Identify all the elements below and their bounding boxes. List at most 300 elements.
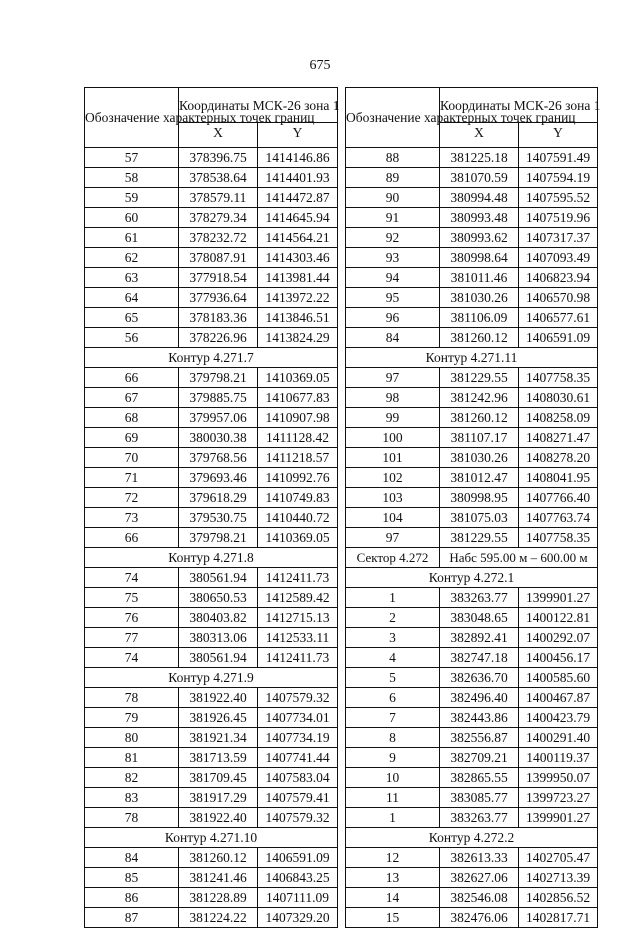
coordinate-x: 381011.46 xyxy=(440,268,519,288)
point-number: 83 xyxy=(85,788,179,808)
table-row xyxy=(85,188,338,208)
point-number: 87 xyxy=(85,908,179,928)
coordinate-y: 1413981.44 xyxy=(258,268,338,288)
point-number: 64 xyxy=(85,288,179,308)
coordinate-y: 1407594.19 xyxy=(519,168,598,188)
table-row xyxy=(346,488,598,508)
coordinate-y: 1400467.87 xyxy=(519,688,598,708)
coordinate-x: 383263.77 xyxy=(440,808,519,828)
coordinate-x: 382613.33 xyxy=(440,848,519,868)
coordinate-x: 379618.29 xyxy=(179,488,258,508)
coordinate-x: 380403.82 xyxy=(179,608,258,628)
coordinate-x: 380030.38 xyxy=(179,428,258,448)
contour-header-row xyxy=(346,348,598,368)
table-row xyxy=(346,888,598,908)
coordinate-x: 381070.59 xyxy=(440,168,519,188)
point-number: 2 xyxy=(346,608,440,628)
point-number: 63 xyxy=(85,268,179,288)
point-number: 99 xyxy=(346,408,440,428)
point-number: 104 xyxy=(346,508,440,528)
point-number: 98 xyxy=(346,388,440,408)
coordinates-table-left xyxy=(84,87,338,928)
coordinate-y: 1400456.17 xyxy=(519,648,598,668)
coordinate-x: 380561.94 xyxy=(179,568,258,588)
point-number: 59 xyxy=(85,188,179,208)
point-number: 69 xyxy=(85,428,179,448)
coordinate-y: 1400292.07 xyxy=(519,628,598,648)
point-number: 66 xyxy=(85,528,179,548)
point-number: 77 xyxy=(85,628,179,648)
contour-label: Контур 4.271.7 xyxy=(85,348,338,368)
coordinate-x: 381106.09 xyxy=(440,308,519,328)
table-row xyxy=(346,808,598,828)
coordinate-x: 381075.03 xyxy=(440,508,519,528)
point-number: 84 xyxy=(346,328,440,348)
coordinate-x: 380313.06 xyxy=(179,628,258,648)
point-number: 89 xyxy=(346,168,440,188)
point-number: 62 xyxy=(85,248,179,268)
contour-label: Контур 4.271.11 xyxy=(346,348,598,368)
coordinate-x: 383085.77 xyxy=(440,788,519,808)
point-number: 15 xyxy=(346,908,440,928)
table-row xyxy=(346,668,598,688)
table-row xyxy=(85,388,338,408)
table-row xyxy=(85,268,338,288)
table-row xyxy=(346,288,598,308)
contour-label: Контур 4.272.2 xyxy=(346,828,598,848)
point-number: 6 xyxy=(346,688,440,708)
table-row xyxy=(346,648,598,668)
header-y: Y xyxy=(258,123,338,148)
coordinate-y: 1412411.73 xyxy=(258,568,338,588)
table-row xyxy=(346,628,598,648)
coordinate-y: 1413846.51 xyxy=(258,308,338,328)
coordinate-y: 1400119.37 xyxy=(519,748,598,768)
coordinate-y: 1414401.93 xyxy=(258,168,338,188)
coordinate-y: 1402856.52 xyxy=(519,888,598,908)
coordinate-y: 1410369.05 xyxy=(258,528,338,548)
table-row xyxy=(346,728,598,748)
coordinate-y: 1402705.47 xyxy=(519,848,598,868)
point-number: 70 xyxy=(85,448,179,468)
table-row xyxy=(85,568,338,588)
coordinate-x: 381241.46 xyxy=(179,868,258,888)
coordinate-y: 1410369.05 xyxy=(258,368,338,388)
table-row xyxy=(85,408,338,428)
contour-header-row xyxy=(85,828,338,848)
coordinate-x: 378183.36 xyxy=(179,308,258,328)
coordinate-x: 379885.75 xyxy=(179,388,258,408)
table-row xyxy=(85,208,338,228)
table-row xyxy=(346,248,598,268)
point-number: 100 xyxy=(346,428,440,448)
table-row xyxy=(85,608,338,628)
coordinate-x: 381225.18 xyxy=(440,148,519,168)
header-coordinates-zone: Координаты МСК-26 зона 1 xyxy=(440,88,598,123)
coordinate-x: 381224.22 xyxy=(179,908,258,928)
coordinate-x: 382636.70 xyxy=(440,668,519,688)
coordinate-y: 1414645.94 xyxy=(258,208,338,228)
table-row xyxy=(85,528,338,548)
table-row xyxy=(85,288,338,308)
point-number: 101 xyxy=(346,448,440,468)
coordinate-y: 1408278.20 xyxy=(519,448,598,468)
coordinate-x: 379798.21 xyxy=(179,368,258,388)
coordinate-y: 1412533.11 xyxy=(258,628,338,648)
point-number: 97 xyxy=(346,528,440,548)
coordinate-y: 1407595.52 xyxy=(519,188,598,208)
coordinate-y: 1406577.61 xyxy=(519,308,598,328)
table-row xyxy=(85,648,338,668)
contour-header-row xyxy=(85,668,338,688)
point-number: 88 xyxy=(346,148,440,168)
coordinate-y: 1411128.42 xyxy=(258,428,338,448)
coordinate-x: 380998.95 xyxy=(440,488,519,508)
point-number: 73 xyxy=(85,508,179,528)
coordinate-x: 382865.55 xyxy=(440,768,519,788)
point-number: 66 xyxy=(85,368,179,388)
point-number: 85 xyxy=(85,868,179,888)
point-number: 90 xyxy=(346,188,440,208)
coordinate-y: 1400291.40 xyxy=(519,728,598,748)
table-row xyxy=(85,248,338,268)
coordinates-table-right xyxy=(345,87,601,928)
table-row xyxy=(346,388,598,408)
coordinate-y: 1406843.25 xyxy=(258,868,338,888)
table-row xyxy=(346,308,598,328)
coordinate-x: 381229.55 xyxy=(440,368,519,388)
coordinate-y: 1400423.79 xyxy=(519,708,598,728)
table-row xyxy=(346,768,598,788)
coordinate-x: 381921.34 xyxy=(179,728,258,748)
point-number: 68 xyxy=(85,408,179,428)
coordinate-y: 1406570.98 xyxy=(519,288,598,308)
coordinate-y: 1407766.40 xyxy=(519,488,598,508)
coordinate-x: 378538.64 xyxy=(179,168,258,188)
header-coordinates-zone: Координаты МСК-26 зона 1 xyxy=(179,88,338,123)
coordinate-x: 381229.55 xyxy=(440,528,519,548)
point-number: 10 xyxy=(346,768,440,788)
point-number: 91 xyxy=(346,208,440,228)
coordinate-x: 380993.62 xyxy=(440,228,519,248)
point-number: 86 xyxy=(85,888,179,908)
coordinate-x: 381260.12 xyxy=(440,328,519,348)
coordinate-y: 1407758.35 xyxy=(519,368,598,388)
table-row xyxy=(346,148,598,168)
coordinate-y: 1413824.29 xyxy=(258,328,338,348)
coordinate-y: 1414564.21 xyxy=(258,228,338,248)
coordinate-x: 381260.12 xyxy=(179,848,258,868)
table-row xyxy=(85,328,338,348)
point-number: 75 xyxy=(85,588,179,608)
coordinate-x: 381922.40 xyxy=(179,808,258,828)
header-x: X xyxy=(179,123,258,148)
coordinate-y: 1407329.20 xyxy=(258,908,338,928)
coordinate-y: 1406823.94 xyxy=(519,268,598,288)
point-number: 97 xyxy=(346,368,440,388)
table-row xyxy=(346,408,598,428)
table-row xyxy=(346,608,598,628)
coordinate-y: 1408271.47 xyxy=(519,428,598,448)
point-number: 102 xyxy=(346,468,440,488)
table-row xyxy=(346,688,598,708)
point-number: 3 xyxy=(346,628,440,648)
contour-label: Контур 4.271.8 xyxy=(85,548,338,568)
header-point-designation: Обозначение характерных точек границ xyxy=(85,88,179,148)
coordinate-y: 1407111.09 xyxy=(258,888,338,908)
coordinate-x: 382556.87 xyxy=(440,728,519,748)
coordinate-x: 381922.40 xyxy=(179,688,258,708)
table-row xyxy=(346,588,598,608)
table-row xyxy=(85,168,338,188)
header-y: Y xyxy=(519,123,598,148)
point-number: 57 xyxy=(85,148,179,168)
table-row xyxy=(346,268,598,288)
table-row xyxy=(85,428,338,448)
coordinate-x: 378087.91 xyxy=(179,248,258,268)
point-number: 7 xyxy=(346,708,440,728)
point-number: 84 xyxy=(85,848,179,868)
point-number: 13 xyxy=(346,868,440,888)
table-row xyxy=(85,848,338,868)
coordinate-x: 382627.06 xyxy=(440,868,519,888)
coordinate-x: 382747.18 xyxy=(440,648,519,668)
table-row xyxy=(85,768,338,788)
table-row xyxy=(346,788,598,808)
coordinate-y: 1413972.22 xyxy=(258,288,338,308)
table-row xyxy=(85,908,338,928)
coordinate-y: 1414303.46 xyxy=(258,248,338,268)
coordinate-y: 1407758.35 xyxy=(519,528,598,548)
point-number: 65 xyxy=(85,308,179,328)
contour-header-row xyxy=(346,568,598,588)
sector-row xyxy=(346,548,598,568)
point-number: 94 xyxy=(346,268,440,288)
coordinate-x: 382443.86 xyxy=(440,708,519,728)
table-row xyxy=(85,748,338,768)
point-number: 9 xyxy=(346,748,440,768)
coordinate-x: 381709.45 xyxy=(179,768,258,788)
coordinate-x: 379693.46 xyxy=(179,468,258,488)
coordinate-y: 1408041.95 xyxy=(519,468,598,488)
coordinate-x: 379798.21 xyxy=(179,528,258,548)
coordinate-y: 1408258.09 xyxy=(519,408,598,428)
coordinate-y: 1411218.57 xyxy=(258,448,338,468)
table-row xyxy=(85,628,338,648)
coordinate-y: 1407317.37 xyxy=(519,228,598,248)
coordinate-y: 1406591.09 xyxy=(519,328,598,348)
contour-label: Контур 4.271.10 xyxy=(85,828,338,848)
coordinate-y: 1407583.04 xyxy=(258,768,338,788)
table-row xyxy=(85,448,338,468)
table-row xyxy=(346,168,598,188)
point-number: 72 xyxy=(85,488,179,508)
table-row xyxy=(85,508,338,528)
coordinate-y: 1410440.72 xyxy=(258,508,338,528)
point-number: 67 xyxy=(85,388,179,408)
table-row xyxy=(346,448,598,468)
table-row xyxy=(85,868,338,888)
coordinate-y: 1407741.44 xyxy=(258,748,338,768)
table-row xyxy=(346,208,598,228)
table-row xyxy=(346,468,598,488)
coordinate-x: 381242.96 xyxy=(440,388,519,408)
coordinate-x: 379530.75 xyxy=(179,508,258,528)
point-number: 92 xyxy=(346,228,440,248)
coordinate-x: 382496.40 xyxy=(440,688,519,708)
point-number: 96 xyxy=(346,308,440,328)
table-row xyxy=(346,708,598,728)
coordinate-x: 379957.06 xyxy=(179,408,258,428)
coordinate-x: 381030.26 xyxy=(440,288,519,308)
point-number: 56 xyxy=(85,328,179,348)
coordinate-x: 383263.77 xyxy=(440,588,519,608)
coordinate-y: 1407763.74 xyxy=(519,508,598,528)
coordinate-y: 1399901.27 xyxy=(519,588,598,608)
table-row xyxy=(346,528,598,548)
coordinate-y: 1407519.96 xyxy=(519,208,598,228)
table-row xyxy=(346,428,598,448)
coordinate-y: 1402713.39 xyxy=(519,868,598,888)
table-row xyxy=(346,188,598,208)
coordinate-x: 378279.34 xyxy=(179,208,258,228)
contour-header-row xyxy=(85,348,338,368)
point-number: 74 xyxy=(85,568,179,588)
coordinate-y: 1408030.61 xyxy=(519,388,598,408)
coordinate-x: 378396.75 xyxy=(179,148,258,168)
point-number: 12 xyxy=(346,848,440,868)
point-number: 1 xyxy=(346,588,440,608)
coordinate-x: 383048.65 xyxy=(440,608,519,628)
table-row xyxy=(346,228,598,248)
point-number: 93 xyxy=(346,248,440,268)
point-number: 5 xyxy=(346,668,440,688)
coordinate-y: 1400122.81 xyxy=(519,608,598,628)
coordinate-x: 377936.64 xyxy=(179,288,258,308)
coordinate-y: 1410677.83 xyxy=(258,388,338,408)
point-number: 14 xyxy=(346,888,440,908)
coordinate-x: 381012.47 xyxy=(440,468,519,488)
coordinate-x: 378232.72 xyxy=(179,228,258,248)
contour-label: Контур 4.271.9 xyxy=(85,668,338,688)
coordinate-y: 1407591.49 xyxy=(519,148,598,168)
table-row xyxy=(85,888,338,908)
coordinate-x: 379768.56 xyxy=(179,448,258,468)
coordinate-y: 1399901.27 xyxy=(519,808,598,828)
table-row xyxy=(85,368,338,388)
header-x: X xyxy=(440,123,519,148)
contour-label: Контур 4.272.1 xyxy=(346,568,598,588)
point-number: 71 xyxy=(85,468,179,488)
point-number: 103 xyxy=(346,488,440,508)
coordinate-y: 1399950.07 xyxy=(519,768,598,788)
table-row xyxy=(346,908,598,928)
coordinate-x: 382476.06 xyxy=(440,908,519,928)
table-row xyxy=(85,688,338,708)
table-row xyxy=(346,848,598,868)
coordinate-y: 1407093.49 xyxy=(519,248,598,268)
coordinate-x: 377918.54 xyxy=(179,268,258,288)
point-number: 1 xyxy=(346,808,440,828)
point-number: 80 xyxy=(85,728,179,748)
coordinate-y: 1399723.27 xyxy=(519,788,598,808)
coordinate-y: 1412715.13 xyxy=(258,608,338,628)
coordinate-x: 382892.41 xyxy=(440,628,519,648)
point-number: 11 xyxy=(346,788,440,808)
table-row xyxy=(346,368,598,388)
coordinate-y: 1407579.41 xyxy=(258,788,338,808)
table-row xyxy=(85,788,338,808)
coordinate-x: 381107.17 xyxy=(440,428,519,448)
coordinate-x: 381713.59 xyxy=(179,748,258,768)
coordinate-x: 381228.89 xyxy=(179,888,258,908)
point-number: 78 xyxy=(85,808,179,828)
table-row xyxy=(346,508,598,528)
table-row xyxy=(85,148,338,168)
point-number: 61 xyxy=(85,228,179,248)
coordinate-x: 380650.53 xyxy=(179,588,258,608)
coordinate-x: 382709.21 xyxy=(440,748,519,768)
table-row xyxy=(85,488,338,508)
table-row xyxy=(85,728,338,748)
table-row xyxy=(346,748,598,768)
coordinate-x: 380998.64 xyxy=(440,248,519,268)
coordinate-x: 381926.45 xyxy=(179,708,258,728)
coordinate-y: 1410907.98 xyxy=(258,408,338,428)
contour-header-row xyxy=(346,828,598,848)
point-number: 8 xyxy=(346,728,440,748)
coordinate-y: 1414472.87 xyxy=(258,188,338,208)
coordinate-x: 381260.12 xyxy=(440,408,519,428)
coordinate-y: 1400585.60 xyxy=(519,668,598,688)
header-point-designation: Обозначение характерных точек границ xyxy=(346,88,440,148)
point-number: 60 xyxy=(85,208,179,228)
coordinate-x: 380561.94 xyxy=(179,648,258,668)
coordinate-y: 1412411.73 xyxy=(258,648,338,668)
coordinate-y: 1407579.32 xyxy=(258,688,338,708)
point-number: 4 xyxy=(346,648,440,668)
contour-header-row xyxy=(85,548,338,568)
coordinate-x: 381917.29 xyxy=(179,788,258,808)
point-number: 81 xyxy=(85,748,179,768)
coordinate-x: 378226.96 xyxy=(179,328,258,348)
table-row xyxy=(85,468,338,488)
coordinate-x: 380993.48 xyxy=(440,208,519,228)
page-number: 675 xyxy=(309,58,331,73)
coordinate-x: 382546.08 xyxy=(440,888,519,908)
coordinate-y: 1407734.19 xyxy=(258,728,338,748)
table-row xyxy=(85,588,338,608)
coordinate-y: 1410992.76 xyxy=(258,468,338,488)
table-row xyxy=(346,868,598,888)
point-number: 74 xyxy=(85,648,179,668)
point-number: 78 xyxy=(85,688,179,708)
coordinate-x: 378579.11 xyxy=(179,188,258,208)
table-row xyxy=(346,328,598,348)
sector-label: Сектор 4.272 xyxy=(346,548,440,568)
sector-elevation-note: Набс 595.00 м – 600.00 м xyxy=(440,548,598,568)
table-row xyxy=(85,808,338,828)
point-number: 58 xyxy=(85,168,179,188)
coordinate-y: 1407734.01 xyxy=(258,708,338,728)
coordinate-y: 1402817.71 xyxy=(519,908,598,928)
coordinate-x: 381030.26 xyxy=(440,448,519,468)
table-row xyxy=(85,308,338,328)
point-number: 82 xyxy=(85,768,179,788)
coordinate-x: 380994.48 xyxy=(440,188,519,208)
point-number: 76 xyxy=(85,608,179,628)
coordinate-y: 1406591.09 xyxy=(258,848,338,868)
